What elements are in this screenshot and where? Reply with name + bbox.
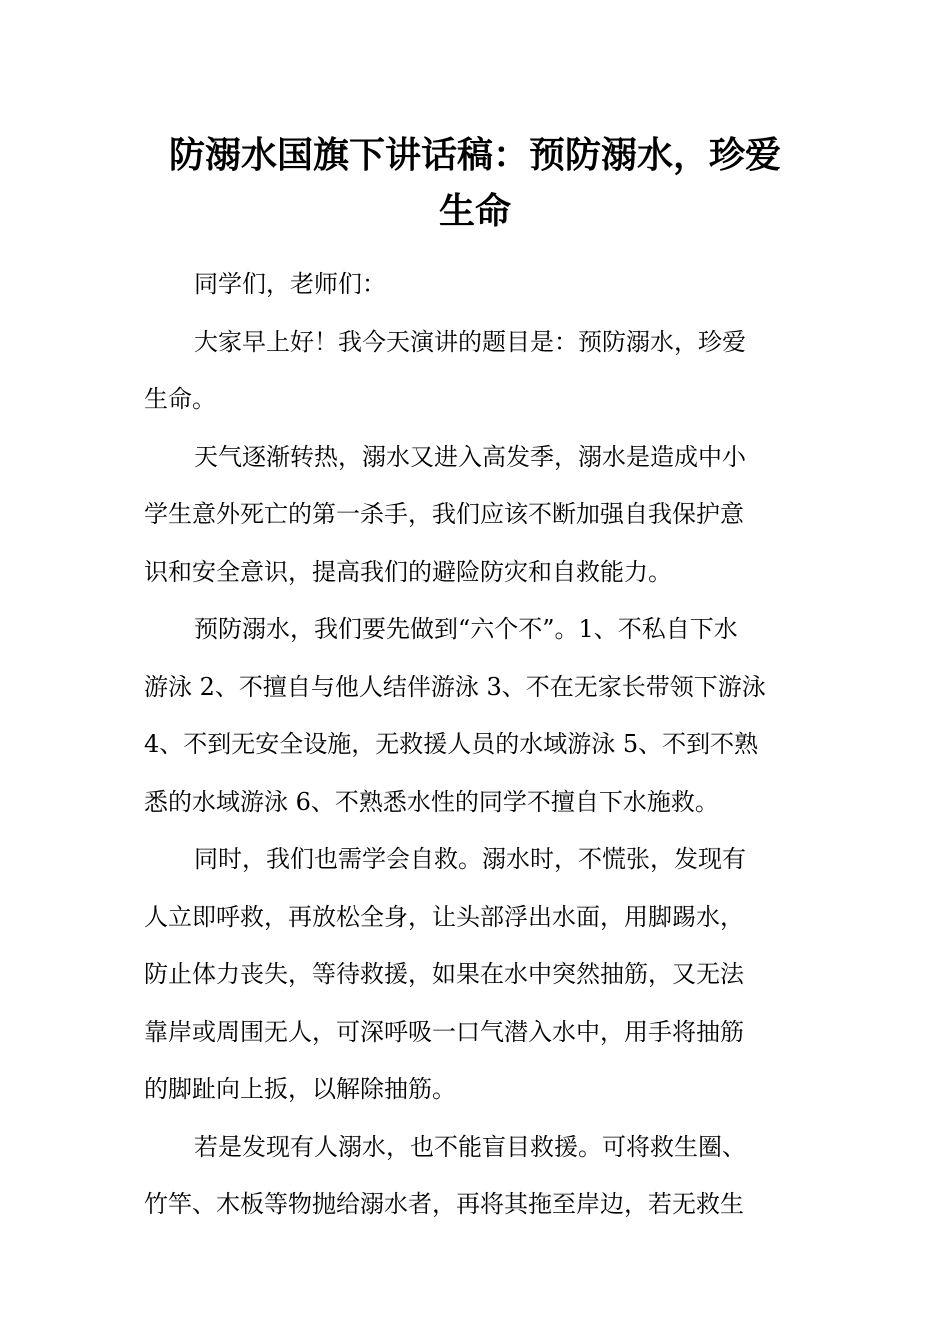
paragraph-line: 靠岸或周围无人，可深呼吸一口气潜入水中，用手将抽筋 bbox=[144, 1017, 744, 1046]
paragraph-line: 天气逐渐转热，溺水又进入高发季，溺水是造成中小 bbox=[194, 442, 746, 471]
paragraph-season bbox=[144, 429, 808, 602]
paragraph-rescue-others bbox=[144, 1119, 808, 1234]
paragraph-line: 4、不到无安全设施，无救援人员的水域游泳 5、不到不熟 bbox=[144, 730, 759, 758]
paragraph-line: 若是发现有人溺水，也不能盲目救援。可将救生圈、 bbox=[194, 1132, 746, 1161]
paragraph-six-rules bbox=[144, 601, 808, 831]
paragraph-line: 人立即呼救，再放松全身，让头部浮出水面，用脚踢水， bbox=[144, 902, 744, 931]
document-title bbox=[120, 128, 830, 240]
paragraph-line: 竹竿、木板等物抛给溺水者，再将其拖至岸边，若无救生 bbox=[144, 1190, 744, 1218]
paragraph-opening bbox=[144, 314, 808, 429]
paragraph-line: 识和安全意识，提高我们的避险防灾和自救能力。 bbox=[144, 557, 672, 586]
document-body bbox=[144, 256, 808, 1234]
paragraph-line: 同时，我们也需学会自救。溺水时，不慌张，发现有 bbox=[194, 845, 746, 873]
paragraph-line: 防止体力丧失，等待救援，如果在水中突然抽筋，又无法 bbox=[144, 960, 744, 988]
paragraph-self-rescue bbox=[144, 831, 808, 1119]
paragraph-line: 预防溺水，我们要先做到“六个不”。1、不私自下水 bbox=[194, 615, 738, 643]
paragraph-line: 游泳 2、不擅自与他人结伴游泳 3、不在无家长带领下游泳 bbox=[144, 672, 766, 701]
title-line-2: 生命 bbox=[438, 191, 511, 232]
paragraph-line: 悉的水域游泳 6、不熟悉水性的同学不擅自下水施救。 bbox=[144, 787, 719, 816]
title-line-1: 防溺水国旗下讲话稿：预防溺水，珍爱 bbox=[168, 135, 781, 176]
paragraph-line: 同学们，老师们： bbox=[194, 270, 386, 298]
paragraph-line: 大家早上好！我今天演讲的题目是：预防溺水，珍爱 bbox=[194, 327, 746, 356]
paragraph-line: 学生意外死亡的第一杀手，我们应该不断加强自我保护意 bbox=[144, 500, 744, 528]
paragraph-line: 生命。 bbox=[144, 385, 216, 413]
paragraph-greeting bbox=[144, 256, 808, 314]
paragraph-line: 的脚趾向上扳，以解除抽筋。 bbox=[144, 1075, 456, 1103]
